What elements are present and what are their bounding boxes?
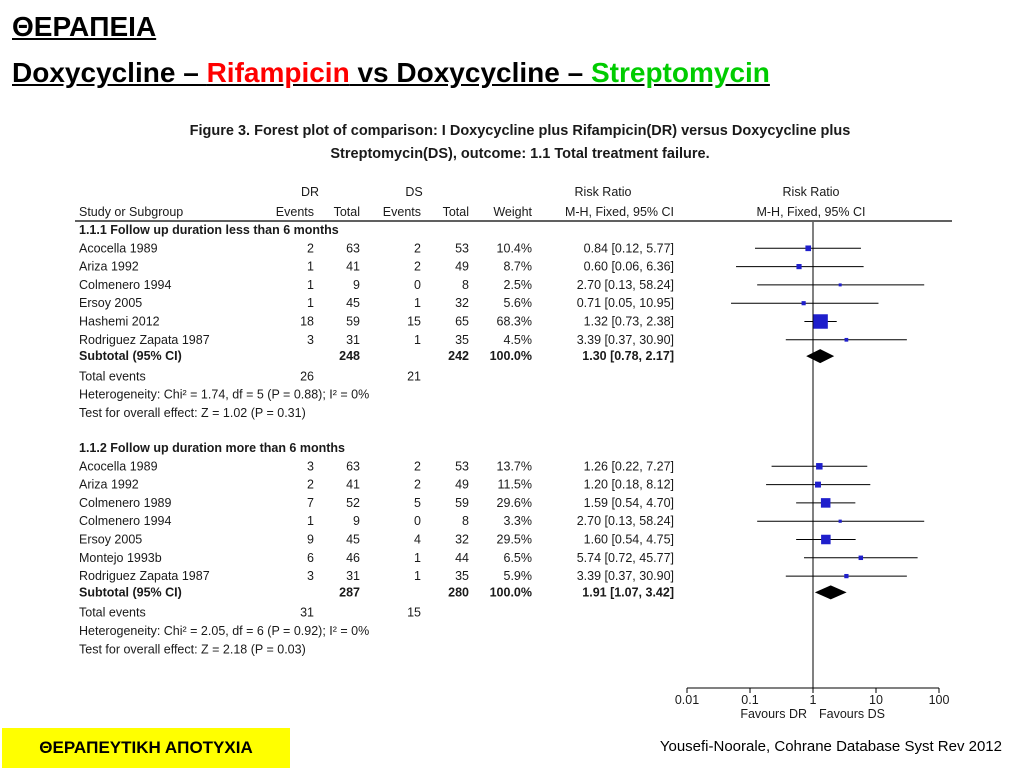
ds-events: 1	[414, 332, 421, 347]
total-events-label: Total events	[79, 605, 146, 620]
ds-total: 53	[455, 459, 469, 474]
study-name: Acocella 1989	[79, 459, 158, 474]
overall-effect-text: Test for overall effect: Z = 1.02 (P = 0.31)	[79, 406, 306, 420]
favours-ds-label: Favours DS	[819, 707, 885, 721]
effect-square	[839, 520, 842, 523]
total-events-ds: 15	[407, 605, 421, 620]
study-risk-ratio-ci: 1.59 [0.54, 4.70]	[583, 495, 674, 510]
study-risk-ratio-ci: 0.71 [0.05, 10.95]	[576, 296, 674, 311]
ds-events: 2	[414, 477, 421, 492]
study-risk-ratio-ci: 3.39 [0.37, 30.90]	[576, 332, 674, 347]
plot-method-header: M-H, Fixed, 95% CI	[756, 205, 866, 219]
ds-total: 8	[462, 277, 469, 292]
effect-square	[815, 482, 821, 488]
study-weight: 3.3%	[503, 514, 532, 529]
dr-total: 9	[353, 514, 360, 529]
outcome-badge-label: ΘΕΡΑΠΕΥΤΙΚΗ ΑΠΟΤΥΧΙΑ	[39, 738, 253, 757]
dr-events: 3	[307, 332, 314, 347]
ds-total: 53	[455, 241, 469, 256]
study-name: Ariza 1992	[79, 259, 139, 274]
x-axis-tick-label: 0.01	[674, 693, 700, 707]
dr-events: 6	[307, 550, 314, 565]
study-weight: 10.4%	[496, 241, 532, 256]
pooled-diamond	[806, 349, 834, 363]
dr-events: 2	[307, 477, 314, 492]
subtotal-risk-ratio-ci: 1.30 [0.78, 2.17]	[582, 349, 674, 364]
study-name: Montejo 1993b	[79, 550, 162, 565]
ds-total: 59	[455, 495, 469, 510]
study-risk-ratio-ci: 1.60 [0.54, 4.75]	[583, 532, 674, 547]
ds-events: 2	[414, 459, 421, 474]
dr-total: 45	[346, 532, 360, 547]
dr-total: 63	[346, 241, 360, 256]
subtotal-ds-total: 242	[448, 349, 469, 364]
total-events-ds: 21	[407, 369, 421, 384]
ds-events: 2	[414, 259, 421, 274]
dr-total: 52	[346, 495, 360, 510]
effect-square	[796, 264, 801, 269]
study-weight: 11.5%	[497, 477, 532, 492]
total-events-dr: 31	[300, 605, 314, 620]
dr-events-header: Events	[275, 205, 314, 219]
figure-caption-line-1: Figure 3. Forest plot of comparison: I Doxycycline plus Rifampicin(DR) versus Doxycycline plus	[189, 123, 851, 139]
effect-square	[839, 283, 842, 286]
risk-ratio-column-header: Risk Ratio	[574, 185, 632, 199]
overall-effect-text: Test for overall effect: Z = 2.18 (P = 0.03)	[79, 642, 306, 657]
subtotal-dr-total: 248	[339, 349, 360, 364]
subtotal-dr-total: 287	[339, 585, 360, 600]
subtotal-risk-ratio-ci: 1.91 [1.07, 3.42]	[582, 585, 674, 600]
heterogeneity-text: Heterogeneity: Chi² = 1.74, df = 5 (P = 0.88); I² = 0%	[79, 387, 370, 402]
study-name: Colmenero 1994	[79, 514, 172, 529]
dr-total: 9	[353, 277, 360, 292]
pooled-diamond	[815, 585, 847, 599]
study-risk-ratio-ci: 2.70 [0.13, 58.24]	[576, 277, 674, 292]
study-risk-ratio-ci: 2.70 [0.13, 58.24]	[576, 514, 674, 529]
dr-events: 1	[307, 296, 314, 311]
effect-square	[813, 314, 827, 328]
study-name: Ariza 1992	[79, 477, 139, 492]
study-name: Rodriguez Zapata 1987	[79, 569, 210, 584]
x-axis-tick-label: 100	[928, 693, 950, 707]
x-axis-tick-label: 1	[809, 693, 817, 707]
ds-total: 8	[462, 514, 469, 529]
study-name: Acocella 1989	[79, 241, 158, 256]
ds-events-header: Events	[382, 205, 421, 219]
study-weight: 6.5%	[503, 550, 532, 565]
study-weight: 8.7%	[503, 259, 532, 274]
dr-total: 63	[346, 459, 360, 474]
dr-events: 7	[307, 495, 314, 510]
ds-total: 35	[455, 569, 469, 584]
study-name: Ersoy 2005	[79, 532, 143, 547]
ds-events: 1	[414, 550, 421, 565]
dr-events: 18	[300, 314, 314, 329]
subgroup-heading: 1.1.1 Follow up duration less than 6 months	[79, 223, 339, 237]
study-risk-ratio-ci: 0.60 [0.06, 6.36]	[583, 259, 674, 274]
total-events-label: Total events	[79, 369, 146, 384]
study-name: Hashemi 2012	[79, 314, 160, 329]
x-axis-tick-label: 10	[869, 693, 883, 707]
subtotal-label: Subtotal (95% CI)	[79, 349, 182, 364]
total-events-dr: 26	[300, 369, 314, 384]
favours-dr-label: Favours DR	[740, 707, 807, 721]
study-weight: 68.3%	[496, 314, 532, 329]
effect-square	[845, 338, 849, 342]
ds-events: 0	[414, 277, 421, 292]
ds-events: 0	[414, 514, 421, 529]
dr-total: 31	[346, 332, 360, 347]
slide-title: ΘΕΡΑΠΕΙΑ	[12, 11, 157, 42]
study-name: Colmenero 1994	[79, 277, 172, 292]
figure-caption-line-2: Streptomycin(DS), outcome: 1.1 Total treatment failure.	[330, 146, 710, 162]
dr-events: 3	[307, 569, 314, 584]
study-risk-ratio-ci: 3.39 [0.37, 30.90]	[576, 569, 674, 584]
dr-total: 41	[346, 477, 360, 492]
subtotal-weight: 100.0%	[489, 349, 532, 364]
dr-events: 9	[307, 532, 314, 547]
study-name: Ersoy 2005	[79, 296, 143, 311]
study-risk-ratio-ci: 0.84 [0.12, 5.77]	[583, 241, 674, 256]
study-name: Rodriguez Zapata 1987	[79, 332, 210, 347]
ds-total: 65	[455, 314, 469, 329]
subtotal-label: Subtotal (95% CI)	[79, 585, 182, 600]
ci-method-header: M-H, Fixed, 95% CI	[564, 205, 674, 219]
dr-total-header: Total	[333, 205, 360, 219]
x-axis-tick-label: 0.1	[741, 693, 759, 707]
subgroup-heading: 1.1.2 Follow up duration more than 6 months	[79, 441, 345, 455]
dr-events: 1	[307, 514, 314, 529]
effect-square	[859, 556, 863, 560]
ds-events: 2	[414, 241, 421, 256]
dr-events: 1	[307, 277, 314, 292]
dr-total: 59	[346, 314, 360, 329]
dr-total: 41	[346, 259, 360, 274]
dr-total: 31	[346, 569, 360, 584]
study-name: Colmenero 1989	[79, 495, 172, 510]
subtotal-weight: 100.0%	[489, 585, 532, 600]
weight-header: Weight	[493, 205, 532, 219]
study-weight: 13.7%	[496, 459, 532, 474]
ds-total: 35	[455, 332, 469, 347]
risk-ratio-plot-header: Risk Ratio	[782, 185, 840, 199]
effect-square	[821, 498, 831, 508]
dr-events: 3	[307, 459, 314, 474]
ds-total: 44	[455, 550, 469, 565]
heterogeneity-text: Heterogeneity: Chi² = 2.05, df = 6 (P = 0.92); I² = 0%	[79, 624, 370, 638]
study-risk-ratio-ci: 5.74 [0.72, 45.77]	[576, 550, 674, 565]
effect-square	[844, 574, 848, 578]
group-dr-header: DR	[300, 185, 320, 199]
ds-total: 49	[455, 477, 469, 492]
outcome-badge	[2, 728, 290, 768]
study-risk-ratio-ci: 1.20 [0.18, 8.12]	[583, 477, 674, 492]
ds-events: 1	[414, 569, 421, 584]
ds-events: 1	[414, 296, 421, 311]
subtotal-ds-total: 280	[448, 585, 469, 600]
ds-events: 4	[414, 532, 421, 547]
group-ds-header: DS	[405, 185, 423, 199]
dr-total: 46	[346, 550, 360, 565]
dr-events: 1	[307, 259, 314, 274]
subtitle-part-streptomycin: Streptomycin	[590, 57, 770, 88]
ds-total-header: Total	[442, 205, 469, 219]
study-weight: 2.5%	[503, 277, 532, 292]
study-risk-ratio-ci: 1.26 [0.22, 7.27]	[583, 459, 674, 474]
effect-square	[802, 301, 806, 305]
subtitle-part-vs: vs Doxycycline –	[349, 57, 591, 88]
study-weight: 29.5%	[496, 532, 532, 547]
ds-total: 49	[455, 259, 469, 274]
subtitle-part-rifampicin: Rifampicin	[206, 57, 350, 88]
subtitle-part-drug-a: Doxycycline –	[12, 57, 207, 88]
study-weight: 4.5%	[503, 332, 532, 347]
study-weight: 5.9%	[503, 569, 532, 584]
ds-total: 32	[455, 296, 469, 311]
effect-square	[805, 245, 811, 251]
study-column-header: Study or Subgroup	[79, 205, 184, 219]
dr-total: 45	[346, 296, 360, 311]
citation: Yousefi-Noorale, Cohrane Database Syst Rev 2012	[659, 738, 1002, 755]
dr-events: 2	[307, 241, 314, 256]
effect-square	[816, 463, 822, 469]
study-weight: 5.6%	[503, 296, 532, 311]
effect-square	[821, 535, 831, 545]
ds-total: 32	[455, 532, 469, 547]
study-weight: 29.6%	[496, 495, 532, 510]
ds-events: 15	[407, 314, 421, 329]
study-risk-ratio-ci: 1.32 [0.73, 2.38]	[583, 314, 674, 329]
ds-events: 5	[414, 495, 421, 510]
